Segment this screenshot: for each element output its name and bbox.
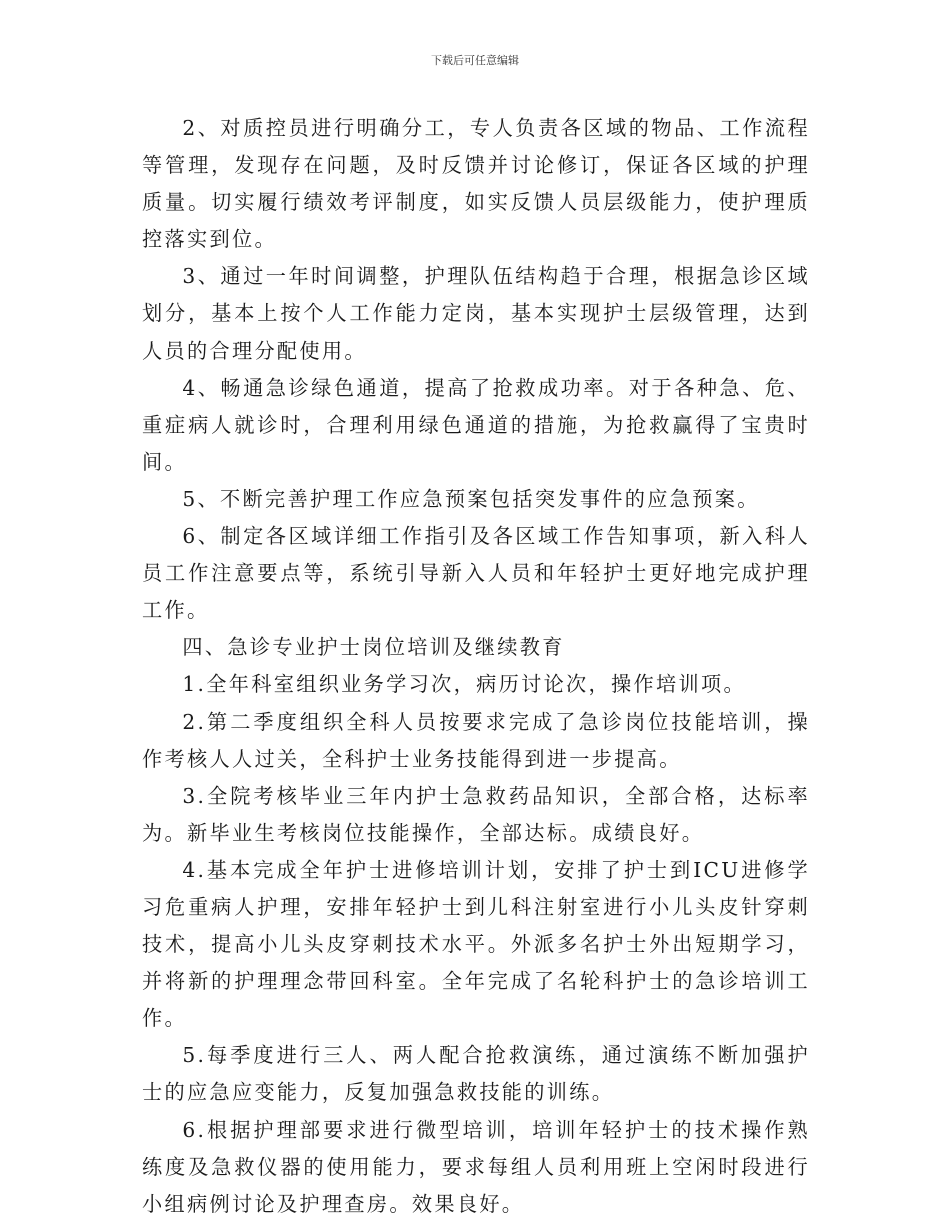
- document-body: [142, 110, 810, 1223]
- list-item-1: 1.全年科室组织业务学习次，病历讨论次，操作培训项。: [182, 672, 746, 697]
- list-item-4: 4.基本完成全年护士进修培训计划，安排了护士到ICU进修学习危重病人护理，安排年轻护士到儿科注射室进行小儿头皮针穿刺技术，提高小儿头皮穿刺技术水平。外派多名护士外出短期学习，并将新的护理理念带回科室。全年完成了名轮科护士的急诊培训工作。: [142, 857, 810, 1031]
- list-item-2: 2.第二季度组织全科人员按要求完成了急诊岗位技能培训，操作考核人人过关，全科护士业务技能得到进一步提高。: [142, 709, 810, 771]
- section-heading-training: 四、急诊专业护士岗位培训及继续教育: [182, 635, 565, 660]
- paragraph-green-channel: 4、畅通急诊绿色通道，提高了抢救成功率。对于各种急、危、重症病人就诊时，合理利用绿色通道的措施，为抢救赢得了宝贵时间。: [142, 375, 810, 474]
- list-item-5: 5.每季度进行三人、两人配合抢救演练，通过演练不断加强护士的应急应变能力，反复加强急救技能的训练。: [142, 1043, 810, 1105]
- paragraph-quality-control: 2、对质控员进行明确分工，专人负责各区域的物品、工作流程等管理，发现存在问题，及时反馈并讨论修订，保证各区域的护理质量。切实履行绩效考评制度，如实反馈人员层级能力，使护理质控落实到位。: [142, 116, 810, 252]
- page-header: 下载后可任意编辑: [431, 54, 519, 67]
- list-item-3: 3.全院考核毕业三年内护士急救药品知识，全部合格，达标率为。新毕业生考核岗位技能操作，全部达标。成绩良好。: [142, 783, 810, 845]
- paragraph-emergency-plan: 5、不断完善护理工作应急预案包括突发事件的应急预案。: [182, 486, 760, 511]
- paragraph-team-structure: 3、通过一年时间调整，护理队伍结构趋于合理，根据急诊区域划分，基本上按个人工作能力定岗，基本实现护士层级管理，达到人员的合理分配使用。: [142, 264, 810, 363]
- list-item-6: 6.根据护理部要求进行微型培训，培训年轻护士的技术操作熟练度及急救仪器的使用能力，要求每组人员利用班上空闲时段进行小组病例讨论及护理查房。效果良好。: [142, 1117, 810, 1216]
- paragraph-work-guidelines: 6、制定各区域详细工作指引及各区域工作告知事项，新入科人员工作注意要点等，系统引导新入人员和年轻护士更好地完成护理工作。: [142, 524, 810, 623]
